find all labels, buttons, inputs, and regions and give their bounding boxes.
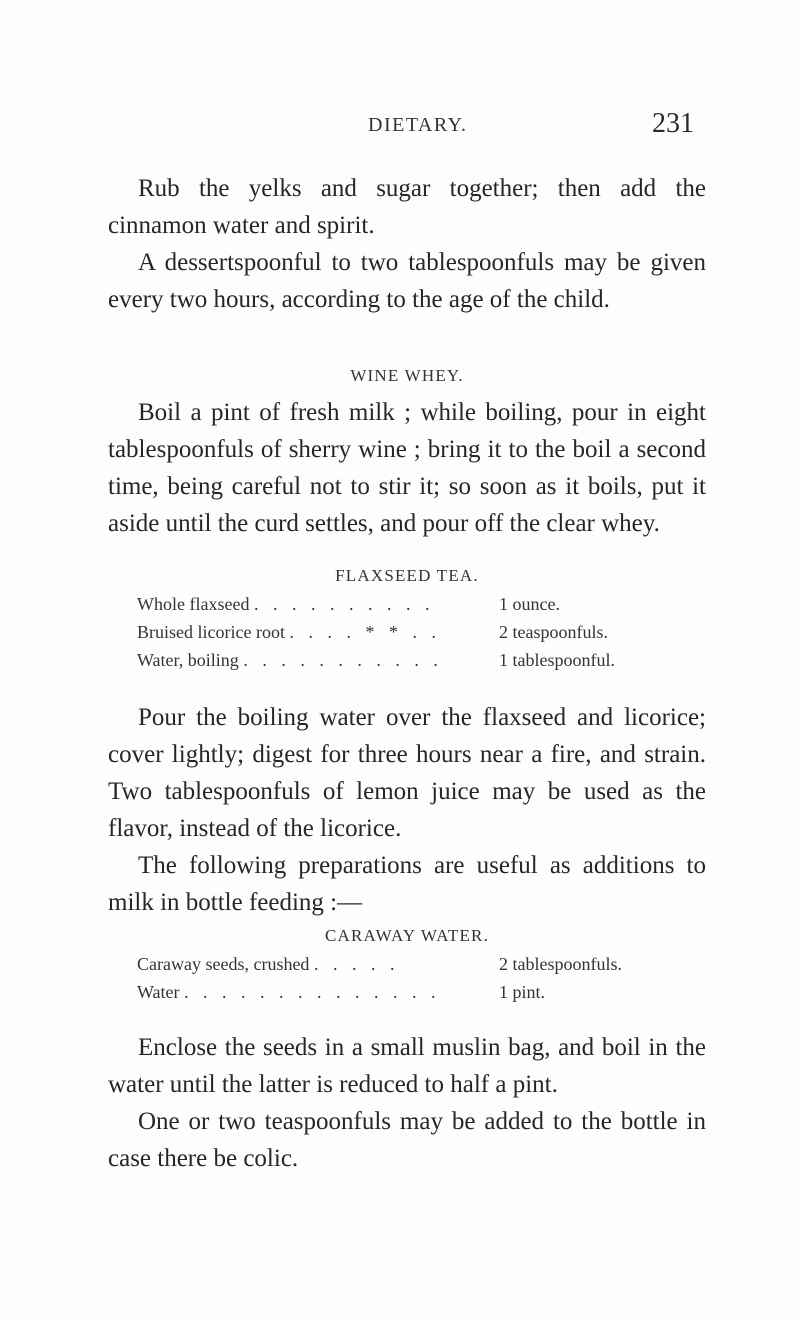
dot-leader: . . . . . . . . . . <box>253 594 435 614</box>
dot-leader: . . . . . <box>313 954 400 974</box>
ingredient-name: Whole flaxseed <box>137 594 250 614</box>
flaxseed-paragraph-2: The following preparations are useful as additions to milk in bottle feeding :— <box>108 852 706 916</box>
caraway-water-section <box>108 1029 706 1177</box>
dot-leader: . . . . . . . . . . . <box>243 650 443 670</box>
ingredient-quantity: 1 tablespoonful. <box>499 650 615 670</box>
flaxseed-tea-heading: FLAXSEED TEA. <box>335 566 479 585</box>
ingredient-name: Caraway seeds, crushed <box>137 954 310 974</box>
intro-paragraph-2: A dessertspoonful to two tablespoonfuls may be given every two hours, according to the age of the child. <box>108 249 706 313</box>
caraway-paragraph-1: Enclose the seeds in a small muslin bag, and boil in the water until the latter is reduced to half a pint. <box>108 1034 706 1098</box>
dot-leader: . . . . . . . . . . . . . . <box>184 982 441 1002</box>
flaxseed-tea-section <box>108 699 706 921</box>
intro-paragraph-1: Rub the yelks and sugar together; then add the cinnamon water and spirit. <box>108 175 706 239</box>
ingredient-row <box>137 618 657 646</box>
ingredient-quantity: 2 tablespoonfuls. <box>499 954 622 974</box>
wine-whey-paragraph: Boil a pint of fresh milk ; while boiling, pour in eight tablespoonfuls of sherry wine ; bring it to the boil a second time, being careful not to stir it; so soon as it boils, put it aside until the curd settles, and pour off the clear whey. <box>108 399 706 537</box>
wine-whey-section <box>108 394 706 542</box>
ingredient-quantity: 1 ounce. <box>499 594 560 614</box>
caraway-ingredients <box>137 950 657 1006</box>
dot-leader: . . . . * * . . <box>289 622 441 642</box>
ingredient-name: Water <box>137 982 180 1002</box>
ingredient-quantity: 2 teaspoonfuls. <box>499 622 608 642</box>
page-number: 231 <box>652 108 694 139</box>
ingredient-row <box>137 978 657 1006</box>
ingredient-row <box>137 950 657 978</box>
wine-whey-heading: WINE WHEY. <box>350 366 464 385</box>
ingredient-row <box>137 590 657 618</box>
page-header <box>0 108 800 148</box>
caraway-water-heading: CARAWAY WATER. <box>324 926 490 945</box>
caraway-paragraph-2: One or two teaspoonfuls may be added to the bottle in case there be colic. <box>108 1108 706 1172</box>
running-head: DIETARY. <box>368 114 468 136</box>
intro-section <box>108 170 706 318</box>
ingredient-row <box>137 646 657 674</box>
ingredient-name: Water, boiling <box>137 650 239 670</box>
ingredient-name: Bruised licorice root <box>137 622 285 642</box>
flaxseed-ingredients <box>137 590 657 674</box>
ingredient-quantity: 1 pint. <box>499 982 546 1002</box>
flaxseed-paragraph-1: Pour the boiling water over the flaxseed and licorice; cover lightly; digest for three hours near a fire, and strain. Two tablespoonfuls of lemon juice may be used as the flavor, instead of the licorice. <box>108 704 706 842</box>
